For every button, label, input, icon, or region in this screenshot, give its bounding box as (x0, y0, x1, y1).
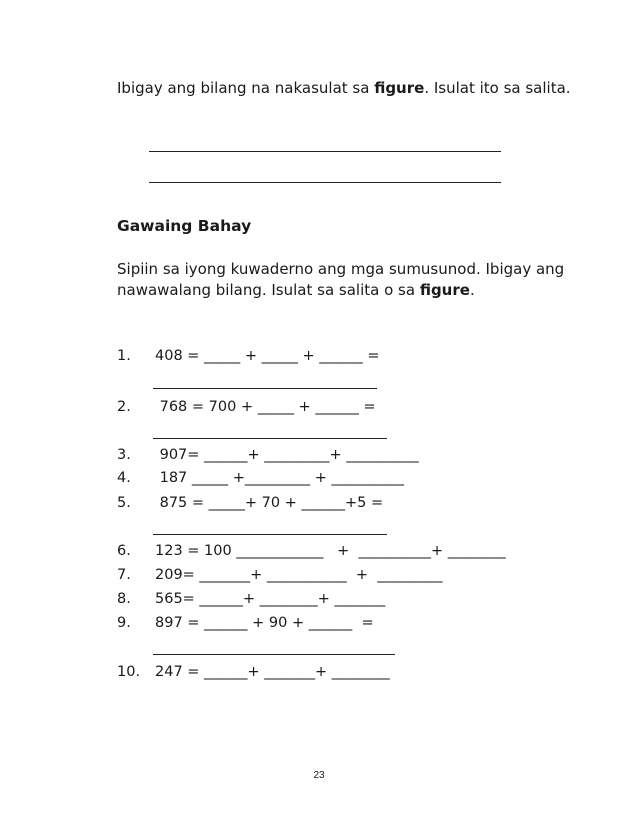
answer-line (153, 388, 377, 389)
answer-line (149, 182, 501, 183)
item-expression: 408 = _____ + _____ + ______ = (155, 348, 380, 364)
intro-paragraph (117, 78, 577, 99)
item-number: 5. (117, 495, 131, 511)
item-number: 4. (117, 470, 131, 486)
item-expression: 565= ______+ ________+ _______ (155, 591, 386, 607)
item-expression: 247 = ______+ _______+ ________ (155, 664, 390, 680)
page-number: 23 (313, 770, 325, 781)
item-expression: 768 = 700 + _____ + ______ = (155, 399, 376, 415)
instruction-text-after: . (469, 281, 475, 299)
item-expression: 123 = 100 ____________ + __________+ ________ (155, 543, 506, 559)
item-expression: 907= ______+ _________+ __________ (155, 447, 419, 463)
item-number: 1. (117, 348, 131, 364)
answer-line (153, 654, 395, 655)
intro-text-before: Ibigay ang bilang na nakasulat sa (117, 79, 375, 97)
item-number: 9. (117, 615, 131, 631)
instruction-bold-word: figure (419, 281, 470, 299)
intro-text-after: . Isulat ito sa salita. (424, 79, 571, 97)
answer-line (153, 534, 387, 535)
instruction-text-before: Sipiin sa iyong kuwaderno ang mga sumusunod. Ibigay ang nawawalang bilang. Isulat sa salita o sa (117, 260, 565, 299)
item-number: 7. (117, 567, 131, 583)
item-number: 3. (117, 447, 131, 463)
item-expression: 875 = _____+ 70 + ______+5 = (155, 495, 384, 511)
instruction-paragraph (117, 259, 577, 301)
item-number: 8. (117, 591, 131, 607)
item-expression: 897 = ______ + 90 + ______ = (155, 615, 374, 631)
item-expression: 209= _______+ ___________ + _________ (155, 567, 443, 583)
item-number: 10. (117, 664, 141, 680)
item-number: 2. (117, 399, 131, 415)
intro-bold-word: figure (374, 79, 425, 97)
section-heading: Gawaing Bahay (117, 217, 252, 235)
answer-line (149, 151, 501, 152)
item-expression: 187 _____ +_________ + __________ (155, 470, 405, 486)
answer-line (153, 438, 387, 439)
item-number: 6. (117, 543, 131, 559)
